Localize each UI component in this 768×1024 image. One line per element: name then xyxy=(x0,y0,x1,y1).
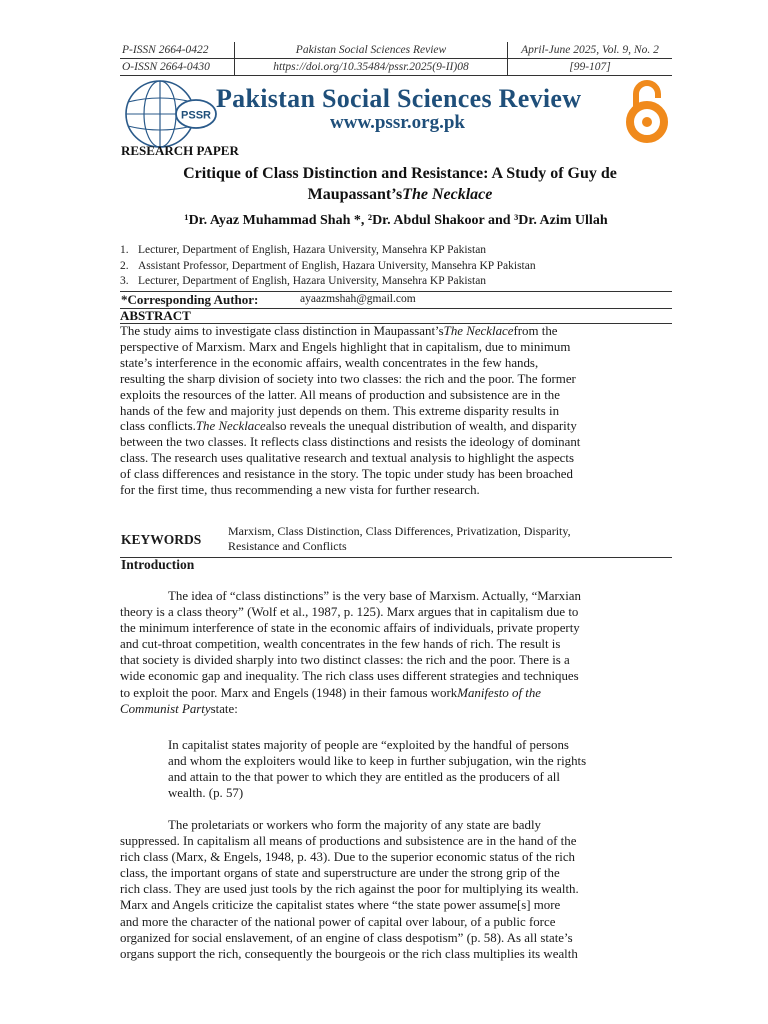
body-line: organs support the rich, consequently the bourgeois or the rich class multiplies its wealth xyxy=(120,946,578,961)
introduction-paragraph-1 xyxy=(120,588,672,717)
keywords-row xyxy=(120,524,672,558)
paper-title xyxy=(150,163,650,205)
body-line: Marx and Angels criticize the capitalist states where “the state power assume[s] more xyxy=(120,898,561,913)
body-line: to exploit the poor. Marx and Engels (1948) in their famous workManifesto of the xyxy=(120,685,542,700)
issue-info: April-June 2025, Vol. 9, No. 2 xyxy=(508,42,673,59)
corresponding-author-row xyxy=(120,291,672,309)
body-line: class, the important organs of state and superstructure are under the strong grip of the xyxy=(120,866,560,881)
abstract-line: for the first time, thus recommending a new vista for further research. xyxy=(120,483,480,498)
affiliation-item: 1. Lecturer, Department of English, Hazara University, Mansehra KP Pakistan xyxy=(120,244,487,256)
title-line-1: Critique of Class Distinction and Resistance: A Study of Guy de xyxy=(183,165,617,182)
open-access-icon xyxy=(620,78,674,144)
abstract-line: exploits the resources of the latter. All means of production and subsistence are in the xyxy=(120,387,560,402)
abstract-line: class conflicts.The Necklacealso reveals the unequal distribution of wealth, and disparity xyxy=(120,419,577,434)
header-journal-name: Pakistan Social Sciences Review xyxy=(235,42,508,59)
body-line: organized for social enslavement, of an engine of class despotism” (p. 58). As all state’s xyxy=(120,930,573,945)
body-line: The proletariats or workers who form the majority of any state are badly xyxy=(168,818,541,832)
journal-logo-title: Pakistan Social Sciences Review xyxy=(216,84,582,113)
body-line: and more the character of the national power of capital over labour, of a public force xyxy=(120,914,556,929)
abstract-line: resulting the sharp division of society into two classes: the rich and the poor. The former xyxy=(120,371,576,386)
author-list: ¹Dr. Ayaz Muhammad Shah *, ²Dr. Abdul Shakoor and ³Dr. Azim Ullah xyxy=(184,213,608,228)
keywords-list: Marxism, Class Distinction, Class Differences, Privatization, Disparity, Resistance and Conflicts xyxy=(228,524,571,553)
quote-line: and attain to the that power to which they are entitled as the producers of all xyxy=(168,770,560,785)
body-line: The idea of “class distinctions” is the very base of Marxism. Actually, “Marxian xyxy=(168,589,581,603)
abstract-line: class. The research uses qualitative research and textual analysis to highlight the aspects xyxy=(120,451,575,466)
title-work-name: The Necklace xyxy=(402,186,493,203)
quote-line: wealth. (p. 57) xyxy=(168,786,244,801)
keywords-label: KEYWORDS xyxy=(121,532,202,547)
title-line-2: Maupassant’sThe Necklace xyxy=(307,186,493,203)
affiliation-item: 3. Lecturer, Department of English, Hazara University, Mansehra KP Pakistan xyxy=(120,275,487,287)
doi-link[interactable]: https://doi.org/10.35484/pssr.2025(9-II)08 xyxy=(235,59,508,76)
corresponding-author-label: *Corresponding Author: xyxy=(121,292,259,307)
abstract-line: state’s interference in the economic affairs, wealth concentrates in the few hands, xyxy=(120,355,539,370)
introduction-paragraph-2 xyxy=(120,817,672,962)
pssr-badge-text: PSSR xyxy=(181,109,211,122)
body-line: wide economic gap and inequality. The rich class uses different strategies and techniques xyxy=(120,669,579,684)
journal-website[interactable]: www.pssr.org.pk xyxy=(330,112,465,133)
corresponding-author-email[interactable]: ayaazmshah@gmail.com xyxy=(300,293,416,305)
abstract-heading: ABSTRACT xyxy=(120,308,672,324)
body-line: the minimum interference of state in the economic affairs of individuals, private property xyxy=(120,621,580,636)
o-issn: O-ISSN 2664-0430 xyxy=(120,59,235,76)
abstract-line: perspective of Marxism. Marx and Engels highlight that in capitalism, due to minimum xyxy=(120,339,571,354)
body-line: theory is a class theory” (Wolf et al., 1987, p. 125). Marx argues that in capitalism due to xyxy=(120,605,579,620)
journal-header-table xyxy=(120,42,672,76)
abstract-line: hands of the few and majority just depends on them. This extreme disparity results in xyxy=(120,403,560,418)
affiliations xyxy=(120,243,680,290)
affiliation-item: 2. Assistant Professor, Department of English, Hazara University, Mansehra KP Pakistan xyxy=(120,259,536,272)
abstract-line: The study aims to investigate class distinction in Maupassant’sThe Necklacefrom the xyxy=(120,324,558,338)
abstract-line: of class differences and resistance in the story. The topic under study has been broached xyxy=(120,467,573,482)
body-line: rich class. They are used just tools by the rich against the poor for multiplying its wealth. xyxy=(120,882,579,897)
introduction-heading: Introduction xyxy=(121,557,195,572)
body-line: Communist Partystate: xyxy=(120,701,238,716)
paper-type-label: RESEARCH PAPER xyxy=(121,143,239,158)
pssr-globe-logo-icon xyxy=(122,78,218,150)
abstract-line: between the two classes. It reflects class distinctions and resists the ideology of dominant xyxy=(120,435,581,450)
quote-line: In capitalist states majority of people are “exploited by the handful of persons xyxy=(168,738,569,752)
body-line: that society is divided sharply into two distinct classes: the rich and the poor. There is a xyxy=(120,653,570,668)
quote-line: and whom the exploiters would like to keep in further subjugation, win the rights xyxy=(168,754,587,769)
body-line: rich class (Marx, & Engels, 1948, p. 43). Due to the superior economic status of the rich xyxy=(120,850,575,865)
abstract-text xyxy=(120,324,672,499)
block-quote xyxy=(168,737,672,801)
body-line: suppressed. In capitalism all means of productions and subsistence are in the hand of the xyxy=(120,834,577,849)
body-line: and cut-throat competition, wealth concentrates in the few hands of rich. The result is xyxy=(120,637,561,652)
p-issn: P-ISSN 2664-0422 xyxy=(120,42,235,59)
page-range: [99-107] xyxy=(508,59,673,76)
